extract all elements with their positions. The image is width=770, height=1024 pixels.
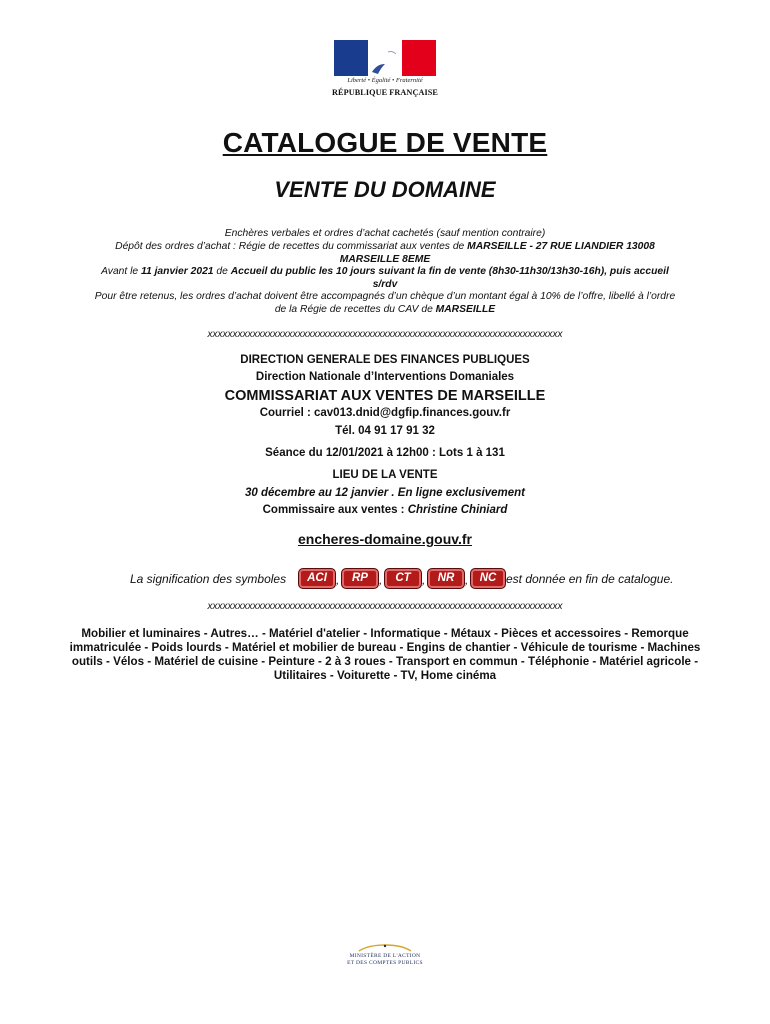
marianne-flag-icon: [334, 40, 436, 76]
info-line-5: s/rdv: [372, 279, 398, 290]
info-line-1: Enchères verbales et ordres d’achat cachetés (sauf mention contraire): [224, 228, 546, 239]
auctioneer: Commissaire aux ventes : Christine Chiniard: [262, 504, 508, 516]
page-subtitle: VENTE DU DOMAINE: [274, 177, 496, 202]
dgfip-heading: DIRECTION GENERALE DES FINANCES PUBLIQUES: [240, 354, 530, 366]
symbols-intro: La signification des symboles: [130, 572, 287, 586]
info-line-3: MARSEILLE 8EME: [339, 254, 431, 265]
badge-ct-icon: CT: [384, 568, 422, 589]
page-title: CATALOGUE DE VENTE: [222, 127, 548, 158]
ministry-arc-icon: [355, 942, 415, 952]
categories-list: Mobilier et luminaires - Autres… - Matériel d'atelier - Informatique - Métaux - Pièces et accessoires - Remorque immatriculée - Poids lourds - Matériel et mobilier de bureau - Engins de chantier - Véhicule de tourisme - Machines outils - Vélos - Matériel de cuisine - Peinture - 2 à 3 roues - Transport en commun - Téléphonie - Matériel agricole - Utilitaires - Voiturette - TV, Home cinéma: [69, 627, 701, 682]
ministry-logo: [330, 942, 440, 972]
info-line-2: Dépôt des ordres d’achat : Régie de recettes du commissariat aux ventes de MARSEILLE - 27 RUE LIANDIER 13008: [115, 241, 655, 252]
session-info: Séance du 12/01/2021 à 12h00 : Lots 1 à 131: [265, 447, 505, 459]
contact-phone: Tél. 04 91 17 91 32: [335, 425, 435, 437]
badge-rp-icon: RP: [341, 568, 379, 589]
venue-label: LIEU DE LA VENTE: [332, 469, 438, 481]
info-line-6: Pour être retenus, les ordres d’achat doivent être accompagnés d’un chèque d’un montant égal à 10% de l’offre, libellé à l’ordre: [94, 291, 676, 302]
symbols-legend: La signification des symboles ACI , RP , CT , NR , NC est donnée en fin de catalogue.: [0, 567, 770, 591]
ministry-line-2: ET DES COMPTES PUBLICS: [347, 960, 423, 966]
dnid-heading: Direction Nationale d’Interventions Domaniales: [255, 371, 515, 383]
website-link[interactable]: encheres-domaine.gouv.fr: [297, 531, 472, 547]
republic-name: RÉPUBLIQUE FRANÇAISE: [332, 88, 438, 97]
info-line-7: de la Régie de recettes du CAV de MARSEILLE: [274, 304, 496, 315]
badge-nc-icon: NC: [470, 568, 506, 589]
separator-top: xxxxxxxxxxxxxxxxxxxxxxxxxxxxxxxxxxxxxxxxxxxxxxxxxxxxxxxxxxxxxxxxxxxxxxx: [207, 329, 563, 340]
ministry-line-1: MINISTÈRE DE L'ACTION: [349, 953, 421, 959]
symbols-outro: est donnée en fin de catalogue.: [506, 572, 674, 586]
badge-nr-icon: NR: [427, 568, 465, 589]
separator-bottom: xxxxxxxxxxxxxxxxxxxxxxxxxxxxxxxxxxxxxxxxxxxxxxxxxxxxxxxxxxxxxxxxxxxxxxx: [207, 601, 563, 612]
badge-aci-icon: ACI: [298, 568, 336, 589]
republique-francaise-logo: [331, 40, 439, 102]
venue-dates: 30 décembre au 12 janvier . En ligne exclusivement: [245, 487, 525, 499]
republic-motto: Liberté • Égalité • Fraternité: [347, 77, 423, 84]
cav-heading: COMMISSARIAT AUX VENTES DE MARSEILLE: [224, 388, 546, 404]
contact-email: Courriel : cav013.dnid@dgfip.finances.gouv.fr: [259, 407, 511, 419]
info-line-4: Avant le 11 janvier 2021 de Accueil du public les 10 jours suivant la fin de vente (8h30-11h30/13h30-16h), puis accueil: [101, 266, 669, 277]
